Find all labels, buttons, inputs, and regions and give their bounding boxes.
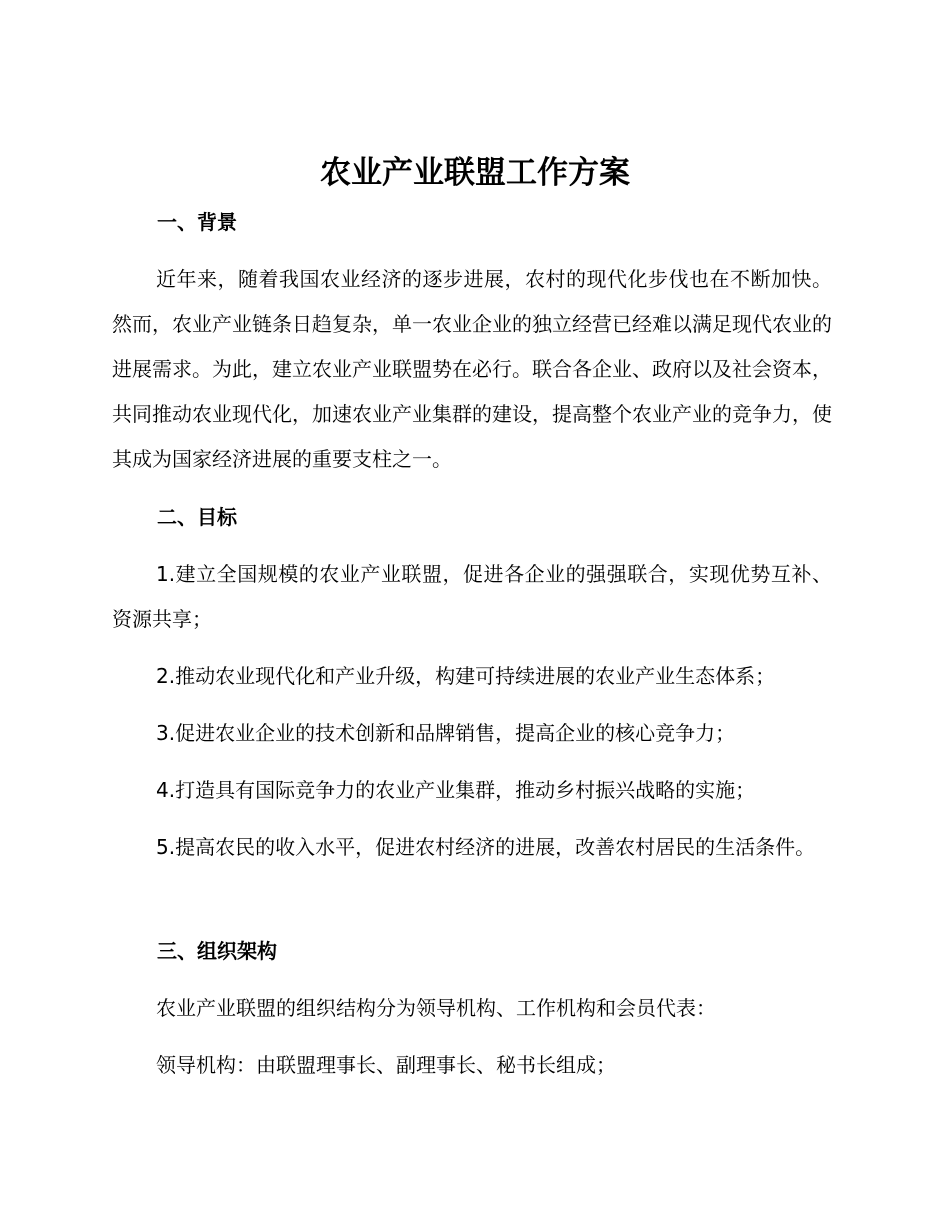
section-heading-goals: 二、目标: [157, 505, 237, 529]
goal-item-3: 3.促进农业企业的技术创新和品牌销售，提高企业的核心竞争力；: [156, 721, 736, 745]
organization-intro: 农业产业联盟的组织结构分为领导机构、工作机构和会员代表：: [156, 996, 716, 1020]
goal-item-5: 5.提高农民的收入水平，促进农村经济的进展，改善农村居民的生活条件。: [156, 835, 816, 859]
goal-item-1: 1.建立全国规模的农业产业联盟，促进各企业的强强联合，实现优势互补、资源共享；: [112, 562, 832, 631]
background-paragraph: 近年来，随着我国农业经济的逐步进展，农村的现代化步伐也在不断加快。然而，农业产业链条日趋复杂，单一农业企业的独立经营已经难以满足现代农业的进展需求。为此，建立农业产业联盟势在必行。联合各企业、政府以及社会资本，共同推动农业现代化，加速农业产业集群的建设，提高整个农业产业的竞争力，使其成为国家经济进展的重要支柱之一。: [112, 267, 832, 471]
section-heading-organization: 三、组织架构: [157, 939, 277, 963]
organization-leadership: 领导机构：由联盟理事长、副理事长、秘书长组成；: [156, 1053, 616, 1077]
section-heading-background: 一、背景: [157, 210, 237, 234]
document-title: 农业产业联盟工作方案: [320, 155, 630, 191]
goal-item-4: 4.打造具有国际竞争力的农业产业集群，推动乡村振兴战略的实施；: [156, 778, 756, 802]
goal-item-2: 2.推动农业现代化和产业升级，构建可持续进展的农业产业生态体系；: [156, 664, 776, 688]
